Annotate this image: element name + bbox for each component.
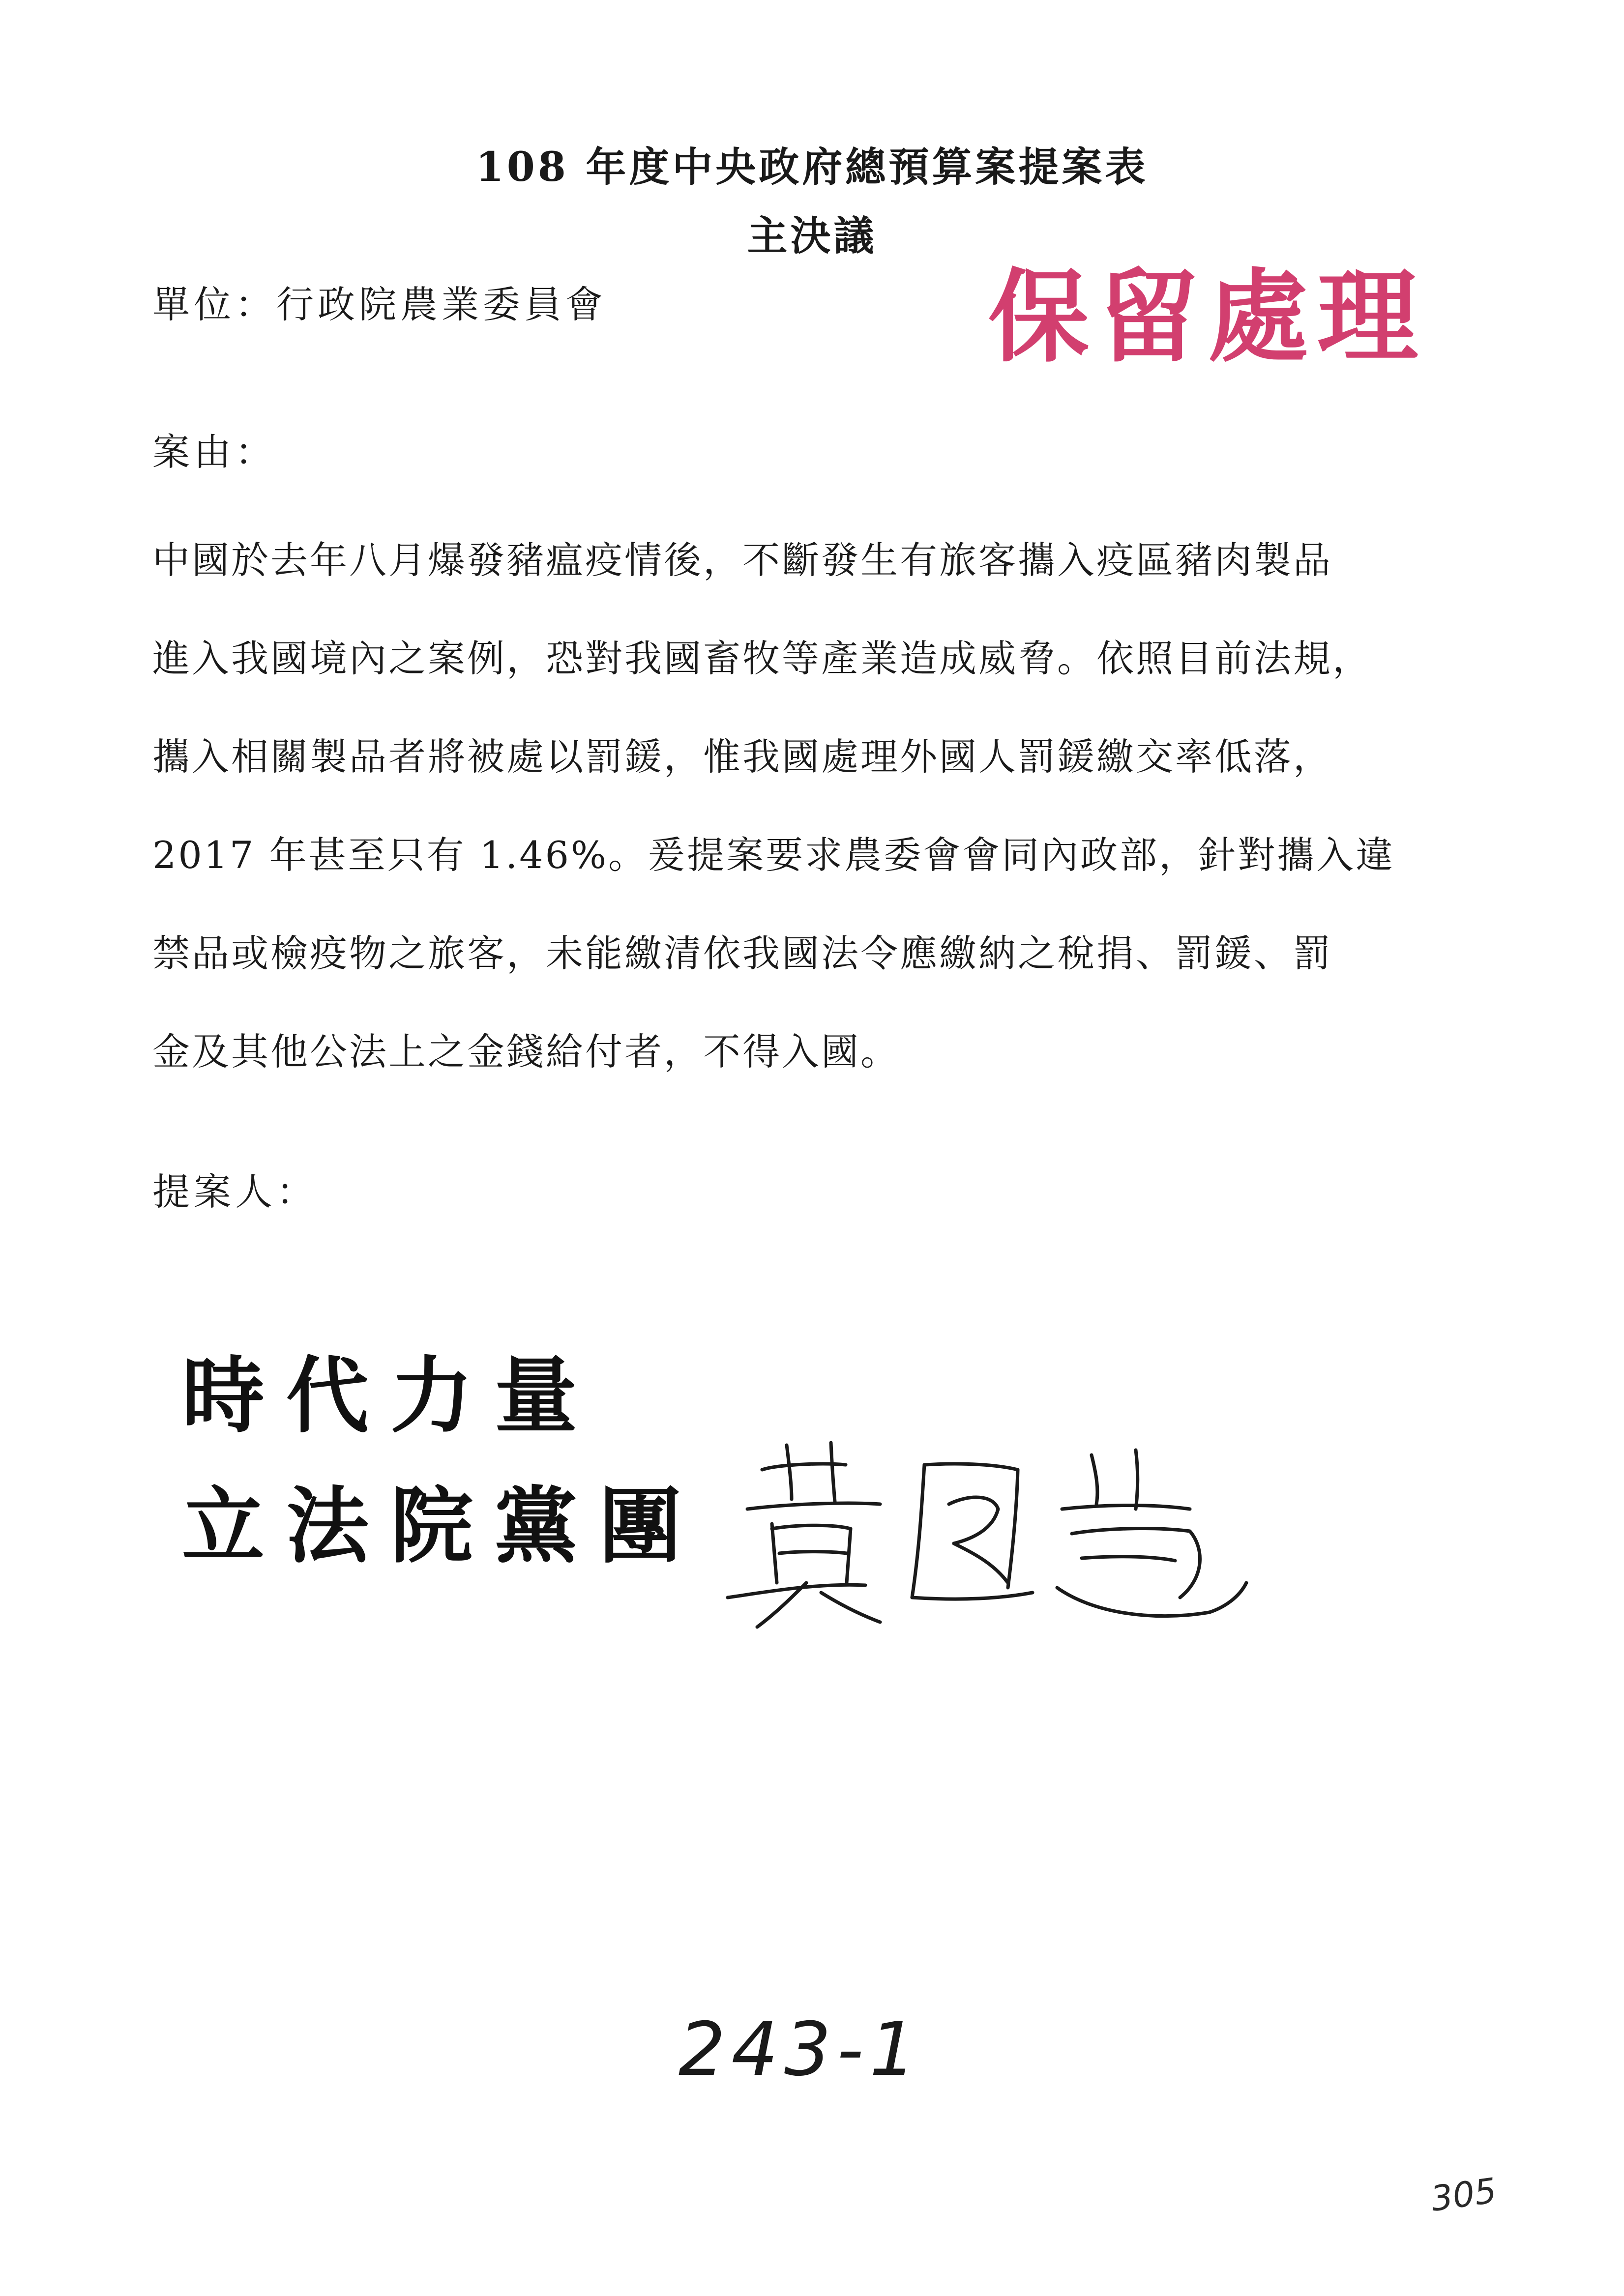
handwritten-signature — [718, 1435, 1259, 1642]
reason-line: 禁品或檢疫物之旅客，未能繳清依我國法令應繳納之稅捐、罰鍰、罰 — [152, 931, 1332, 975]
reason-line: 金及其他公法上之金錢給付者，不得入國。 — [152, 1030, 900, 1074]
reason-line: 攜入相關製品者將被處以罰鍰，惟我國處理外國人罰鍰繳交率低落， — [152, 735, 1332, 779]
unit-line — [152, 278, 607, 332]
reason-label: 案由： — [152, 430, 276, 474]
party-stamp-line2: 立法院黨團 — [182, 1478, 703, 1574]
unit-label: 單位： — [152, 283, 276, 326]
reason-line: 2017 年甚至只有 1.46%。爰提案要求農委會會同內政部，針對攜入違 — [152, 833, 1395, 877]
party-stamp-line1: 時代力量 — [182, 1348, 599, 1444]
reason-line: 中國於去年八月爆發豬瘟疫情後，不斷發生有旅客攜入疫區豬肉製品 — [152, 538, 1332, 582]
reason-body — [152, 511, 1480, 1101]
page-code: 243-1 — [679, 2007, 922, 2093]
page-number: 305 — [1428, 2170, 1499, 2219]
page-subtitle: 主決議 — [747, 212, 877, 260]
proposer-label: 提案人： — [152, 1170, 318, 1214]
reason-line: 進入我國境內之案例，恐對我國畜牧等產業造成威脅。依照目前法規， — [152, 637, 1372, 680]
page-title: 108 年度中央政府總預算案提案表 — [475, 144, 1149, 191]
unit-value: 行政院農業委員會 — [276, 283, 607, 326]
reserved-stamp: 保留處理 — [988, 258, 1427, 376]
